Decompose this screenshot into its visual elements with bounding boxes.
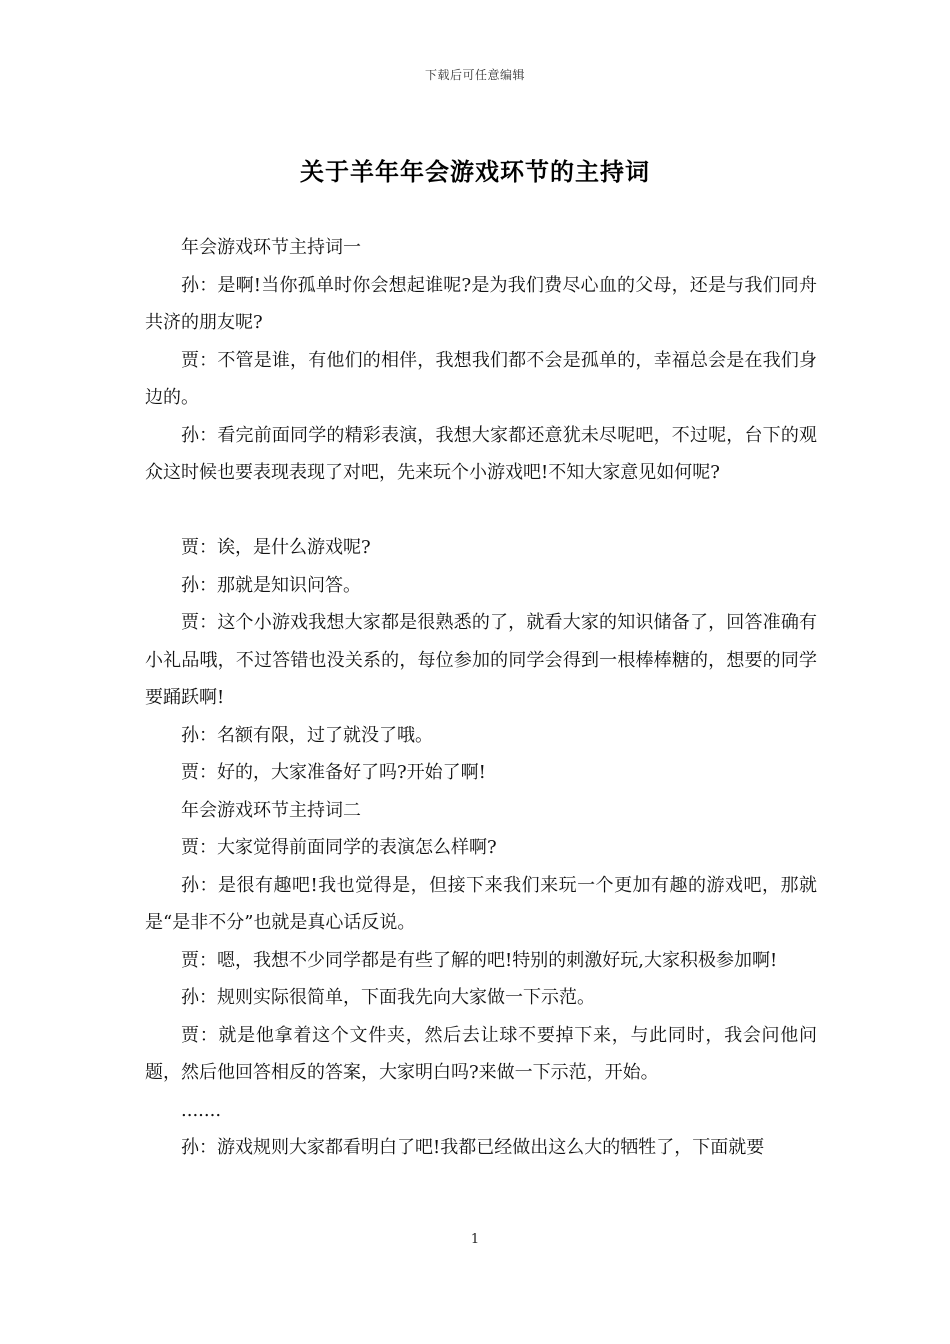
document-title: 关于羊年年会游戏环节的主持词 <box>300 157 650 186</box>
paragraph: 孙：看完前面同学的精彩表演，我想大家都还意犹未尽呢吧，不过呢，台下的观众这时候也要表现表现了对吧，先来玩个小游戏吧!不知大家意见如何呢? <box>145 424 817 483</box>
document-body <box>145 229 817 1167</box>
paragraph: 孙：游戏规则大家都看明白了吧!我都已经做出这么大的牺牲了，下面就要 <box>181 1137 765 1158</box>
page-number: 1 <box>470 1232 480 1247</box>
paragraph: 贾：不管是谁，有他们的相伴，我想我们都不会是孤单的，幸福总会是在我们身边的。 <box>145 349 817 408</box>
paragraph: 贾：诶，是什么游戏呢? <box>181 537 371 558</box>
paragraph: 孙：是啊!当你孤单时你会想起谁呢?是为我们费尽心血的父母，还是与我们同舟共济的朋友呢? <box>145 274 817 333</box>
paragraph: 年会游戏环节主持词二 <box>181 799 361 821</box>
paragraph: 贾：大家觉得前面同学的表演怎么样啊? <box>181 837 497 858</box>
paragraph: 孙：那就是知识问答。 <box>181 574 361 596</box>
paragraph: 贾：好的，大家准备好了吗?开始了啊! <box>181 762 486 783</box>
paragraph: 贾：这个小游戏我想大家都是很熟悉的了，就看大家的知识储备了，回答准确有小礼品哦，不过答错也没关系的，每位参加的同学会得到一根棒棒糖的，想要的同学要踊跃啊! <box>145 612 817 708</box>
paragraph: 孙：规则实际很简单，下面我先向大家做一下示范。 <box>181 987 595 1008</box>
paragraph: 孙：是很有趣吧!我也觉得是，但接下来我们来玩一个更加有趣的游戏吧，那就是“是非不分”也就是真心话反说。 <box>145 874 817 933</box>
page-header-note: 下载后可任意编辑 <box>424 68 525 82</box>
paragraph: 孙：名额有限，过了就没了哦。 <box>181 724 433 746</box>
paragraph: 贾：就是他拿着这个文件夹，然后去让球不要掉下来，与此同时，我会问他问题，然后他回答相反的答案，大家明白吗?来做一下示范，开始。 <box>145 1024 817 1083</box>
ellipsis-paragraph: ....... <box>181 1099 222 1121</box>
paragraph: 贾：嗯，我想不少同学都是有些了解的吧!特别的刺激好玩,大家积极参加啊! <box>181 949 778 971</box>
paragraph: 年会游戏环节主持词一 <box>181 237 361 258</box>
blank-paragraph <box>145 492 817 530</box>
